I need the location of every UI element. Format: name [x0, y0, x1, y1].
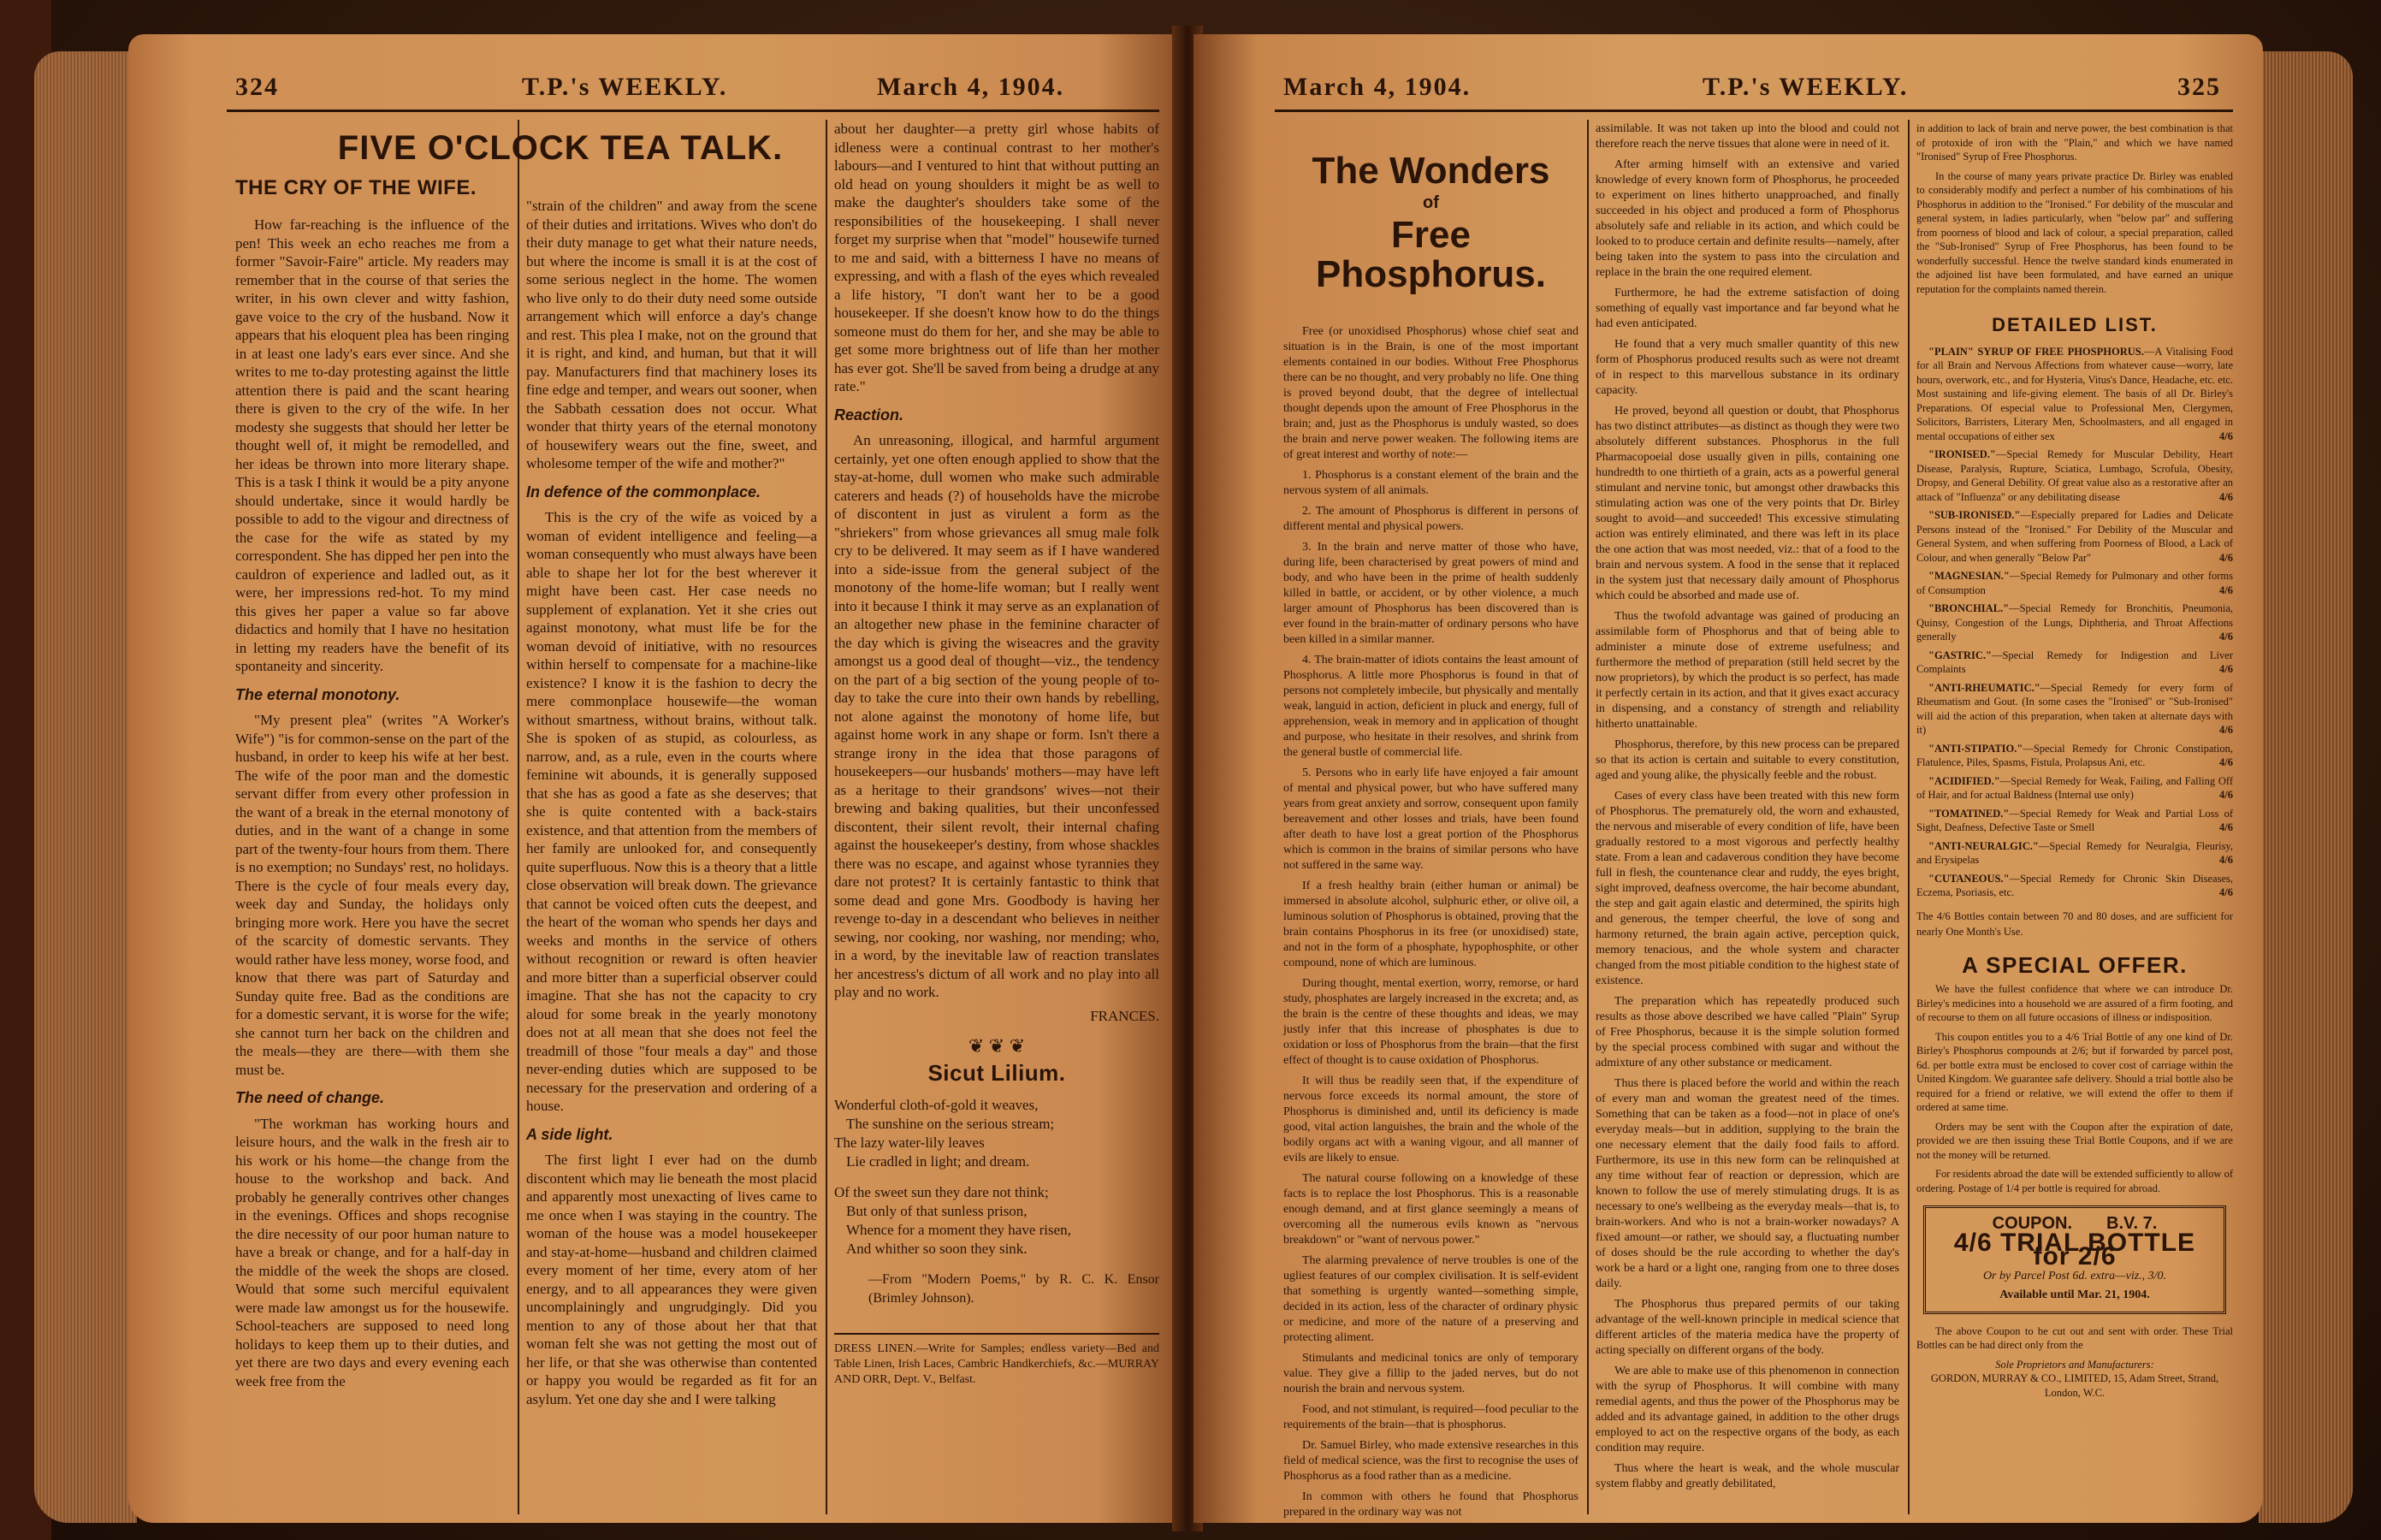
detailed-list: [1916, 345, 2233, 900]
column-divider: [518, 120, 519, 1514]
header-rule-right: [1275, 110, 2233, 112]
list-item-description: —Special Remedy for Neuralgia, Fleurisy, and Erysipelas: [1916, 839, 2233, 866]
list-item: [1916, 508, 2233, 565]
ornament-icon: ❦ ❦ ❦: [968, 1035, 1026, 1057]
right-page-edges: [2259, 51, 2353, 1523]
coupon-postage: Or by Parcel Post 6d. extra—viz., 3/0.: [1982, 1269, 2167, 1282]
poem-title: Sicut Lilium.: [927, 1059, 1066, 1086]
list-item-name: "ANTI-NEURALGIC.": [1928, 839, 2039, 852]
paragraph: The alarming prevalence of nerve troubles is one of the ugliest features of our complex civilisation. It is self-evident that something is urgently wanted—something simple, decided in its action, less of the character of ordinary physic or medicine, and more of the nature of a preserving and protecting aliment.: [1283, 1253, 1578, 1344]
poem: [834, 1096, 1159, 1259]
paragraph: 5. Persons who in early life have enjoyed a fair amount of mental and physical power, but who have suffered many years from great anxiety and sorrow, consequent upon family bereavement and other losses and trials, have been found after death to have lost a great portion of the Phosphorus which is common in the brains of similar persons who have not suffered in the same way.: [1283, 766, 1578, 872]
list-item: [1916, 601, 2233, 644]
paragraph: Thus where the heart is weak, and the whole muscular system flabby and greatly debilitated,: [1596, 1462, 1899, 1490]
paragraph: The Phosphorus thus prepared permits of our taking advantage of the well-known principle in medical science that different articles of the materia medica have the property of acting specially on different organs of the body.: [1596, 1298, 1899, 1357]
paragraph: 3. In the brain and nerve matter of those who have, during life, been characterised by great powers of mind and body, and who have been in the prime of health suddenly killed in battle, or accident, or by other violence, a much larger amount of Phosphorus has been discovered than is ever found in the brain-matter of ordinary persons who have been killed in a similar manner.: [1283, 540, 1578, 646]
paragraph: After arming himself with an extensive and varied knowledge of every known form of Phosphorus, he proceeded to experiment on lines hitherto unapproached, and finally succeeded in his object and produced a form of Phosphorus absolutely safe and reliable in its action, and which could be looked to to produce certain and definite results—namely, after being taken into the system to pass into the circulation and replace in the brain the one required element.: [1596, 158, 1899, 279]
paragraph: Furthermore, he had the extreme satisfaction of doing something of equally vast importance and far beyond what he had even anticipated.: [1596, 287, 1899, 330]
paragraph: He proved, beyond all question or doubt, that Phosphorus has two distinct attributes—as distinct as though they were two absolutely different substances. Phosphorus in the full Pharmacopoeial dose usually given in pills, containing one hundredth to one thirtieth of a grain, acts as a powerful general stimulant and nervine tonic, but amongst other drawbacks this stimulating action was one of the very points that Dr. Birley sought to avoid—and succeeded! This excessive stimulating action was entirely eliminated, and there was left in its place the one action that was most needed, viz.: that of a food to the brain and nervous system. A food in the sense that it replaced in the system just that necessary daily amount of Phosphorus which could be absorbed and made use of.: [1596, 405, 1899, 602]
paragraph: Orders may be sent with the Coupon after the expiration of date, provided we are then issuing these Trial Bottle Coupons, and if we are not the money will be returned.: [1916, 1120, 2233, 1161]
date-right: March 4, 1904.: [1283, 73, 1472, 101]
paragraph: This is the cry of the wife as voiced by a woman of evident intelligence and feeling—a woman consequently who must always have been able to shape her lot for the best wherever it might have been cast. Her case needs no supplement of explanation. Yet it she cries out against monotony, what must life be for the woman devoid of initiative, with no resources within herself to compensate for a machine-like existence? I know it is the fashion to decry the mere commonplace housewife—the woman without smartness, without brains, without talk. She is spoken of as stupid, as colourless, as narrow, and, as a rule, even in the courts where feminine wit abounds, it is generally supposed that she has as good a fate as she deserves; that she is quite contented with a back-stairs existence, and that attention from the members of her family are unlooked for, and consequently quite superfluous. Now this is a theory that a little close observation will break down. The grievance that cannot be voiced often cuts the deepest, and the heart of the woman who spends her days and weeks and months in the service of others without recognition or reward is often heavier and more bitter than a superficial observer could imagine. That she has not the capacity to cry aloud for some break in the yearly monotony does not at all mean that she does not feel the treadmill of those "four meals a day" and those never-ending duties which are supposed to be necessary for the preservation and ordering of a house.: [526, 509, 817, 1114]
column-divider: [1587, 120, 1589, 1514]
list-item-description: —Special Remedy for Chronic Constipation, Flatulence, Piles, Spasms, Fistula, Prolapsus Ani, etc.: [1916, 742, 2233, 768]
paragraph: This coupon entitles you to a 4/6 Trial Bottle of any one kind of Dr. Birley's Phosphorus compounds at 2/6; but if forwarded by parcel post, 6d. per bottle extra must be enclosed to cover cost of carriage within the United Kingdom. We guarantee safe delivery. Should a trial bottle also be required for a friend or relative, we will extend the offer to them if ordered at same time.: [1916, 1030, 2233, 1113]
list-item-name: "IRONISED.": [1928, 448, 1996, 460]
paragraph: in addition to lack of brain and nerve power, the best combination is that of protoxide of iron with the "Plain," and which we have named "Ironised" Syrup of Free Phosphorus.: [1916, 122, 2233, 163]
left-page: [128, 34, 1181, 1523]
coupon-footer: The above Coupon to be cut out and sent with order. These Trial Bottles can be had direct only from the: [1916, 1324, 2233, 1351]
list-item-description: —Special Remedy for Pulmonary and other forms of Consumption: [1916, 570, 2233, 596]
paragraph: An unreasoning, illogical, and harmful argument certainly, yet one often enough applied to show that the stay-at-home, dull women who make such admirable caterers and heads (?) of households have the microbe of discontent in just as virulent a form as the "shriekers" from whose grievances all smug male folk cry to be delivered. It may seem as if I have wandered into a side-issue from the general subject of the monotony of the home-life woman; but I really went into it because I think it may serve as an explanation of an altogether new phase in the feminine character of the day which is giving the wiseacres and the gravity amongst us a good deal of thought—viz., the tendency on the part of a big section of the young people of to-day to take the cure into their own hands by rebelling, not alone against the monotony of home life, but against home work in any shape or form. Isn't there a strange irony in the idea that those paragons of housekeepers—our husbands' mothers—may have left as a heritage to their grandsons' wives—not their brewing and baking qualities, but their unconfessed discontent, their silent revolt, their internal chafing against the housekeeper's destiny, from whose shackles there was no escape, and against whose tyrannies they dare not protest? It is certainly fantastic to think that some dead and gone Mrs. Goodbody is having her revenge to-day in a descendant who believes in neither sewing, nor cooking, nor washing, nor mending; who, in a word, by the inevitable law of reaction translates her ancestress's dictum of all work and no play into all play and no work.: [834, 432, 1159, 1000]
paragraph: Dr. Samuel Birley, who made extensive researches in this field of medical science, was the first to recognise the uses of Phosphorus as a food rather than as a medicine.: [1283, 1438, 1578, 1483]
list-item-description: —Special Remedy for Bronchitis, Pneumonia, Quinsy, Congestion of the Lungs, Diphtheria, and Throat Affections generally: [1916, 602, 2233, 643]
poem-line: Whence for a moment they have risen,: [846, 1222, 1071, 1238]
poem-line: [834, 1171, 1159, 1183]
poem-line: Of the sweet sun they dare not think;: [834, 1184, 1049, 1200]
list-item-name: "GASTRIC.": [1928, 649, 1992, 661]
list-item-description: —Special Remedy for Muscular Debility, Heart Disease, Paralysis, Rupture, Sciatica, Lumbago, Scrofula, Obesity, Dropsy, and General Debility. Of great value also as a restorative after an attack of "Influenza" or any debilitating disease: [1916, 448, 2233, 503]
running-title-left: T.P.'s WEEKLY.: [522, 73, 728, 101]
paragraph: about her daughter—a pretty girl whose habits of idleness were a continual contrast to her mother's labours—and I ventured to hint that without putting an old head on young shoulders it might be as well to make the daughter's shoulders take some of the responsibilities of the housekeeping. I shall never forget my surprise when that "model" housewife turned to me and said, with a bitterness I have no means of expressing, and with a flash of the eyes which revealed a life history, "I don't want her to be a good housekeeper. If she doesn't know how to do the things someone must do them for her, and she may be able to get some more brightness out of life than her mother has ever got. She'll be saved from being a drudge at any rate.": [834, 121, 1159, 394]
coupon-expiry: Available until Mar. 21, 1904.: [1999, 1288, 2150, 1301]
list-item: [1916, 345, 2233, 444]
paragraph: Phosphorus, therefore, by this new process can be prepared so that its action is certain and suitable to every constitution, aged and young alike, the physically feeble and the robust.: [1596, 738, 1899, 782]
paragraph: 1. Phosphorus is a constant element of the brain and the nervous system of all animals.: [1283, 468, 1578, 497]
poem-line: Wonderful cloth-of-gold it weaves,: [834, 1097, 1039, 1113]
paragraph: For residents abroad the date will be extended sufficiently to allow of ordering. Postage of 1/4 per bottle is required for abroad.: [1916, 1168, 2233, 1194]
coupon-code: B.V. 7.: [2106, 1214, 2158, 1233]
poem-line: The sunshine on the serious stream;: [846, 1116, 1055, 1132]
list-item: [1916, 872, 2233, 900]
list-item: [1916, 569, 2233, 597]
paragraph: Stimulants and medicinal tonics are only of temporary value. They give a fillip to the jaded nerves, but do not nourish the brain and nervous system.: [1283, 1351, 1578, 1395]
list-item-description: —Special Remedy for every form of Rheumatism and Gout. (In some cases the "Ironised" or "Sub-Ironised" will aid the action of this preparation, when taken at alternate days with it): [1916, 681, 2233, 736]
subheading: Reaction.: [834, 406, 904, 424]
paragraph: Cases of every class have been treated with this new form of Phosphorus. The prematurely old, the worn and exhausted, the nervous and miserable of every condition of life, have been gradually restored to a most vigorous and perfectly healthy state. From a lean and cadaverous condition they have become full in flesh, the countenance clear and ruddy, the eyes bright, sight improved, deafness overcome, the hair become abundant, the step and gait again elastic and determined, the spirits high and generous, the temper cheerful, the love of song and harmony returned, the brain again active, perception quick, memory tenacious, and the whole system and character changed from the most pitiable condition to the highest state of existence.: [1596, 790, 1899, 987]
paragraph: It will thus be readily seen that, if the expenditure of nervous force exceeds its normal amount, the store of Phosphorus is diminished and, until its deficiency is made good, vital action languishes, the brain and the whole of the bodily organs act with a waning vigour, and all manner of evils are likely to ensue.: [1283, 1074, 1578, 1164]
poem-line: Lie cradled in light; and dream.: [846, 1153, 1030, 1170]
tea-talk-column-2: [526, 197, 817, 1413]
title-line: Free Phosphorus.: [1316, 214, 1546, 296]
list-item-price: 4/6: [2219, 756, 2233, 768]
list-item-price: 4/6: [2219, 663, 2233, 675]
list-item: [1916, 681, 2233, 737]
list-item-description: —Special Remedy for Chronic Skin Diseases, Eczema, Psoriasis, etc.: [1916, 872, 2233, 898]
paragraph: In common with others he found that Phosphorus prepared in the ordinary way was not: [1283, 1490, 1578, 1519]
paragraph: The preparation which has repeatedly produced such results as those above described we have called "Plain" Syrup of Free Phosphorus, because it is the simple solution formed by the special process combined with sugar and without the admixture of any other substance or medicament.: [1596, 995, 1899, 1069]
list-item-name: "TOMATINED.": [1928, 807, 2010, 820]
dress-linen-ad: DRESS LINEN.—Write for Samples; endless variety—Bed and Table Linen, Irish Laces, Cambric Handkerchiefs, &c.—MURRAY AND ORR, Dept. V., Belfast.: [834, 1342, 1159, 1386]
poem-line: And whither so soon they sink.: [846, 1241, 1028, 1257]
page-number-right: 325: [2177, 73, 2221, 101]
page-number-left: 324: [235, 73, 279, 101]
right-page: [1193, 34, 2263, 1523]
left-page-edges: [34, 51, 137, 1523]
paragraph: In the course of many years private practice Dr. Birley was enabled to considerably modify and perfect a number of his combinations of his Phosphorus in addition to the "Ironised." For debility of the muscular and general system, in ladies particularly, when "below par" and suffering from poorness of blood and lack of colour, a special preparation, called the "Sub-Ironised" Syrup of Free Phosphorus, has been found to be wonderfully successful. Hence the twelve standard kinds enumerated in the adjoined list have been formulated, and have earned an unique reputation for the complaints named therein.: [1916, 169, 2233, 295]
header-rule-left: [227, 110, 1159, 112]
list-item-description: —Special Remedy for Weak, Failing, and Falling Off of Hair, and for actual Baldness (Internal use only): [1916, 774, 2233, 801]
list-item-price: 4/6: [2219, 490, 2233, 503]
paragraph: How far-reaching is the influence of the pen! This week an echo reaches me from a former "Savoir-Faire" article. My readers may remember that in the course of that series the writer, in his own clever and witty fashion, gave voice to the cry of the husband. Now it appears that his eloquent plea has been ringing in at least one lady's ears ever since. And she writes to me to-day protesting against the little attention there is paid and the scant hearing there is given to the cry of the wife. In her modesty she suggests that should her letter be thought well of, it might be remodelled, and her ideas be thrown into more literary shape. This is a task I think it would be a pity anyone should undertake, since it would hardly be possible to add to the vigour and directness of the case for the wife as stated by my correspondent. She has dipped her pen into the cauldron of experience and ladled out, as it were, her impressions red-hot. To my mind this gives her paper a value so far above didactics and homily that I have no hesitation in letting my readers have the benefit of its spontaneity and sincerity.: [235, 216, 509, 674]
phosphorus-column-1: [1283, 124, 1578, 1523]
paragraph: assimilable. It was not taken up into the blood and could not therefore reach the nerve tissues that alone were in need of it.: [1596, 122, 1899, 151]
list-item: [1916, 774, 2233, 803]
subheading: In defence of the commonplace.: [526, 483, 761, 500]
list-item-name: "BRONCHIAL.": [1928, 602, 2010, 614]
ad-rule: [834, 1333, 1159, 1335]
list-item-description: —Special Remedy for Indigestion and Liver Complaints: [1916, 649, 2233, 675]
list-item-name: "ANTI-RHEUMATIC.": [1928, 681, 2040, 694]
list-item-description: —Special Remedy for Weak and Partial Loss of Sight, Deafness, Defective Taste or Smell: [1916, 807, 2233, 833]
paragraph: The first light I ever had on the dumb discontent which may lie beneath the most placid and apparently most unexacting of lives came to me once when I was staying in the country. The woman of the house was a model housekeeper and stay-at-home—husband and children claimed every moment of her time, every atom of her energy, and to all appearances they were given uncomplainingly and ungrudgingly. Did you mention to any of those about her that that woman felt she was not getting the most out of her life, or that she was otherwise than contented or happy you would be regarded as fit for an asylum. Yet one day she and I were talking: [526, 1152, 817, 1407]
list-item: [1916, 649, 2233, 677]
title-line: The Wonders: [1312, 150, 1550, 192]
signature: FRANCES.: [1090, 1007, 1159, 1024]
paragraph: "strain of the children" and away from the scene of their duties and irritations. Wives who don't do their duty manage to get what their nature needs, but where the income is small it is at the cost of some serious neglect in the home. The women who live only to do their duty need some outside arrangement which will enforce a day's change and rest. This plea I make, not on the ground that it is right, and kind, and human, but that it will pay. Manufacturers find that machinery loses its fine edge and temper, and wears out sooner, when the Sabbath cessation does not occur. What wonder that thirty years of the eternal monotony of housewifery wears out the fine, sweet, and wholesome temper of the wife and mother?": [526, 198, 817, 471]
paragraph: "The workman has working hours and leisure hours, and the walk in the fresh air to his work or his home—the change from the house to the workshop and back. And probably he generally contrives other changes in the evenings. Offices and shops recognise the dire necessity of our poor human nature to have a break or change, and for a half-day in the middle of the week the shops are closed. Would that some such merciful equivalent were made law amongst us for the housewife. School-teachers are supposed to need long holidays to keep them up to their duties, and yet there are two days and every evening each week free from the: [235, 1115, 509, 1389]
poem-line: The lazy water-lily leaves: [834, 1134, 985, 1151]
list-note: The 4/6 Bottles contain between 70 and 80 doses, and are sufficient for nearly One Month's Use.: [1916, 909, 2233, 938]
list-item-name: "MAGNESIAN.": [1928, 570, 2010, 582]
paragraph: "My present plea" (writes "A Worker's Wife") "is for common-sense on the part of the husband, in order to keep his wife at her best. The wife of the poor man and the domestic servant differ from every other profession in the want of a break in the eternal monotony of duties, and in the want of a change in some part of the twenty-four hours from them. There is no exemption; no Sundays' rest, no holidays. There is the cycle of four meals every day, week day and Sunday, the holidays only bringing more work. Here you have the secret of the scarcity of domestic servants. They would rather have less money, worse food, and know that there was part of Saturday and Sunday quite free. Bad as the conditions are for a domestic servant, it is worse for the wife; she cannot turn her back on the children and the meals—they are there—with them she must be.: [235, 712, 509, 1078]
column-divider: [826, 120, 827, 1514]
paragraph: Thus there is placed before the world and within the reach of every man and woman the greatest need of the times. Something that can be taken as a food—not in place of one's everyday meals—but in addition, supplying to the brain the one necessary element that the daily food fails to afford. Furthermore, its use in this new form can be relinquished at any time without fear of reaction or depression, which are known to follow the use of merely stimulating drugs. It is as necessary to one's wellbeing as the everyday meals—that is, to brain-workers. And who is not a brain-worker nowadays? A fixed amount—or rather, we should say, a fluctuating number of doses should be the rule according to whether the day's work be a hard or a light one, ranging from one to three doses daily.: [1596, 1077, 1899, 1290]
list-item-name: "PLAIN" SYRUP OF FREE PHOSPHORUS.: [1928, 345, 2144, 358]
trial-coupon[interactable]: [1923, 1205, 2226, 1314]
list-item: [1916, 839, 2233, 868]
title-line: of: [1423, 193, 1439, 213]
list-item-name: "CUTANEOUS.": [1928, 872, 2010, 885]
list-item: [1916, 807, 2233, 835]
tea-talk-column-3: [834, 120, 1159, 1388]
paragraph: 2. The amount of Phosphorus is different in persons of different mental and physical powers.: [1283, 504, 1578, 533]
list-item-price: 4/6: [2219, 631, 2233, 643]
subheading: The need of change.: [235, 1089, 385, 1106]
paragraph: We have the fullest confidence that where we can introduce Dr. Birley's medicines into a household we are assured of a firm footing, and of recourse to them on all future occasions of illness or indisposition.: [1916, 983, 2233, 1023]
poem-line: But only of that sunless prison,: [846, 1203, 1028, 1219]
column-divider: [1908, 120, 1910, 1514]
list-item-description: —A Vitalising Food for all Brain and Nervous Affections from whatever cause—worry, late hours, overwork, etc., and for Hysteria, Vitus's Dance, Headache, etc. etc. Most sustaining and life-giving element. The basis of all Dr. Birley's Preparations. Of especial value to Professional Men, Clergymen, Solicitors, Barristers, Literary Men, Schoolmasters, and all engaged in mental occupations of either sex: [1916, 345, 2233, 442]
proprietors-label: Sole Proprietors and Manufacturers:: [1995, 1358, 2154, 1371]
paragraph: 4. The brain-matter of idiots contains the least amount of Phosphorus. A little more Phosphorus is found in that of persons not completely imbecile, but physically and mentally weak, languid in action, deficient in pluck and energy, full of apprehension, weak in memory and in application of thought and purpose, who hesitate in their resolves, and shrink from the general bustle of commercial life.: [1283, 653, 1578, 759]
list-item-price: 4/6: [2219, 854, 2233, 866]
paragraph: He found that a very much smaller quantity of this new form of Phosphorus produced results such as were not dreamt of in respect to this marvellous substance in its ordinary capacity.: [1596, 338, 1899, 397]
poem-credit: —From "Modern Poems," by R. C. K. Ensor (Brimley Johnson).: [868, 1272, 1159, 1306]
subheading: A side light.: [526, 1125, 613, 1143]
paragraph: The natural course following on a knowledge of these facts is to replace the lost Phosphorus. This is a reasonable enough demand, and at first glance seemingly a means of overcoming all the numerous evils known as "nervous breakdown" or "want of nervous power.": [1283, 1171, 1578, 1247]
list-item-name: "ANTI-STIPATIO.": [1928, 742, 2023, 755]
list-item-price: 4/6: [2219, 821, 2233, 833]
list-item-price: 4/6: [2219, 789, 2233, 801]
article-title: THE CRY OF THE WIFE.: [235, 175, 477, 199]
paragraph: During thought, mental exertion, worry, remorse, or hard study, phosphates are largely increased in the excreta; and, as the brain is the centre of these thoughts and ideas, we may justly infer that this increase of phosphates is due to oxidation or loss of Phosphorus from the brain—that the first effect of thought is to cause oxidation of Phosphorus.: [1283, 976, 1578, 1067]
phosphorus-column-3: [1916, 121, 2233, 1400]
list-item-price: 4/6: [2219, 583, 2233, 596]
list-item-price: 4/6: [2219, 551, 2233, 564]
paragraph: We are able to make use of this phenomenon in connection with the syrup of Phosphorus. It will combine with many remedial agents, and thus the power of the Phosphorus may be added and its advantage gained, in addition to the other drugs employed to act on the respective organs of the body, as each condition may require.: [1596, 1365, 1899, 1454]
list-item-name: "ACIDIFIED.": [1928, 774, 2000, 787]
list-item-name: "SUB-IRONISED.": [1928, 509, 2021, 521]
paragraph: Food, and not stimulant, is required—food peculiar to the requirements of the brain—that is phosphorus.: [1283, 1402, 1578, 1431]
offer-title: A SPECIAL OFFER.: [1962, 951, 2188, 978]
advert-title: [1283, 151, 1578, 295]
list-item: [1916, 742, 2233, 770]
paragraph: If a fresh healthy brain (either human or animal) be immersed in absolute alcohol, sulphuric ether, or olive oil, a luminous solution of Phosphorus is obtained, proving that the brain contains Phosphorus in its free (or unoxidised) state, and not in the form of a phosphate, hypophosphite, or other compound, none of which are luminous.: [1283, 879, 1578, 969]
list-item: [1916, 447, 2233, 504]
list-title: DETAILED LIST.: [1992, 314, 2158, 335]
list-item-price: 4/6: [2219, 886, 2233, 898]
phosphorus-column-2: [1596, 121, 1899, 1497]
list-item-price: 4/6: [2219, 724, 2233, 736]
running-title-right: T.P.'s WEEKLY.: [1703, 73, 1909, 101]
list-item-price: 4/6: [2219, 429, 2233, 442]
subheading: The eternal monotony.: [235, 685, 400, 703]
proprietors-address: GORDON, MURRAY & CO., LIMITED, 15, Adam Street, Strand, London, W.C.: [1930, 1372, 2219, 1399]
date-left: March 4, 1904.: [877, 73, 1065, 101]
coupon-label: COUPON.: [1992, 1214, 2073, 1233]
coupon-offer: 4/6 TRIAL BOTTLE for 2/6: [1953, 1228, 2196, 1270]
feature-title: FIVE O'CLOCK TEA TALK.: [337, 129, 784, 167]
paragraph: Thus the twofold advantage was gained of producing an assimilable form of Phosphorus and that of being able to administer a minute dose of extreme usefulness; and furthermore the method of preparation (still held secret by the now proprietors), by which the product is so perfect, has made it perfectly certain in its action, and that it gives exact accuracy in dispensing, and a constancy of strength and reliability hitherto unattainable.: [1596, 610, 1899, 731]
paragraph: Free (or unoxidised Phosphorus) whose chief seat and situation is in the Brain, is one of the most important elements contained in our bodies. Without Free Phosphorus there can be no thought, and very probably no life. One thing is proved beyond doubt, that the degree of intellectual thought depends upon the amount of Free Phosphorus in the brain; and, just as the Phosphorus is unduly wasted, so does the brain and nerve power weaken. The following items are of great interest and worthy of note:—: [1283, 324, 1578, 461]
list-item-description: —Especially prepared for Ladies and Delicate Persons instead of the "Ironised." For Debility of the Muscular and General System, and when suffering from Poorness of Blood, a Lack of Colour, and when generally "Below Par": [1916, 509, 2233, 564]
